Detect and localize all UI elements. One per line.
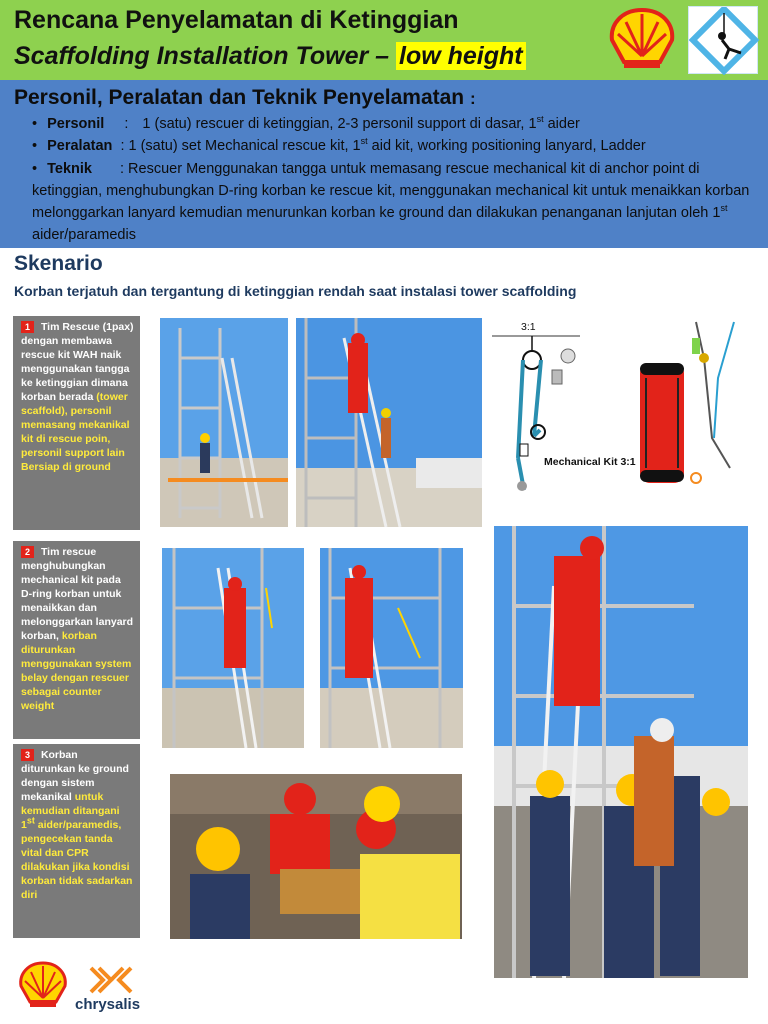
photo-step2-lower-victim xyxy=(320,548,463,748)
personil-row: • Personil : 1 (satu) rescuer di ketinggian, 2-3 personil support di dasar, 1st aider xyxy=(32,114,580,132)
peralatan-row: • Peralatan : 1 (satu) set Mechanical rescue kit, 1st aid kit, working positioning lanyard, Ladder xyxy=(32,136,646,154)
photo-step3-first-aid xyxy=(170,774,462,939)
personnel-heading: Personil, Peralatan dan Teknik Penyelamatan : xyxy=(14,86,476,109)
photo-step2-connect-kit xyxy=(162,548,304,748)
step-number: 1 xyxy=(21,321,34,333)
rope-access-logo xyxy=(688,6,758,74)
subtitle-main: Scaffolding Installation Tower – xyxy=(14,42,390,70)
step-number: 2 xyxy=(21,546,34,558)
photo-step1-ladder-climb xyxy=(160,318,288,527)
chrysalis-wordmark: chrysalis xyxy=(75,996,141,1013)
teknik-row: • Teknik : Rescuer Menggunakan tangga untuk memasang rescue mechanical kit di anchor point di ketinggian, menghubungkan D-ring korban ke rescue kit, menggunakan mechanical kit untuk menaikkan korban melonggarkan lanyard kemudian menurunkan korban ke ground dan dilakukan penanganan lanjutan oleh 1st aider/paramedis xyxy=(32,161,750,243)
scenario-title: Skenario xyxy=(14,252,103,275)
mechanical-kit-label: Mechanical Kit 3:1 xyxy=(544,456,636,468)
shell-logo xyxy=(606,6,678,72)
rescue-bag-image xyxy=(634,318,750,490)
header-banner xyxy=(0,0,768,80)
photo-main-rescue-operation xyxy=(494,526,748,978)
page-subtitle xyxy=(14,42,526,71)
step-number: 3 xyxy=(21,749,34,761)
shell-logo-footer xyxy=(16,960,70,1010)
personnel-equipment-panel xyxy=(0,80,768,248)
step-2-box: 2 Tim rescue menghubungkan mechanical kit pada D-ring korban untuk menaikkan dan melonggarkan lanyard korban, korban diturunkan menggunakan system belay dengan rescuer sebagai counter weight xyxy=(13,541,140,739)
chrysalis-logo xyxy=(75,966,155,1016)
photo-step1-rescuer-on-ladder xyxy=(296,318,482,527)
step-3-box: 3 Korban diturunkan ke ground dengan sistem mekanikal untuk kemudian ditangani 1st aider/paramedis, pengecekan tanda vital dan CPR dilakukan jika kondisi korban tidak sadarkan diri xyxy=(13,744,140,938)
subtitle-highlight: low height xyxy=(396,42,526,70)
ratio-label: 3:1 xyxy=(521,321,536,333)
step-1-box: 1 Tim Rescue (1pax) dengan membawa rescue kit WAH naik menggunakan tangga ke ketinggian dimana korban berada (tower scaffold), personil memasang mekanikal kit di rescue poin, personil support lain Bersiap di ground xyxy=(13,316,140,530)
scenario-subtitle: Korban terjatuh dan tergantung di ketinggian rendah saat instalasi tower scaffolding xyxy=(14,283,577,299)
page-title: Rencana Penyelamatan di Ketinggian xyxy=(14,6,459,34)
mechanical-kit-diagram xyxy=(492,318,630,496)
